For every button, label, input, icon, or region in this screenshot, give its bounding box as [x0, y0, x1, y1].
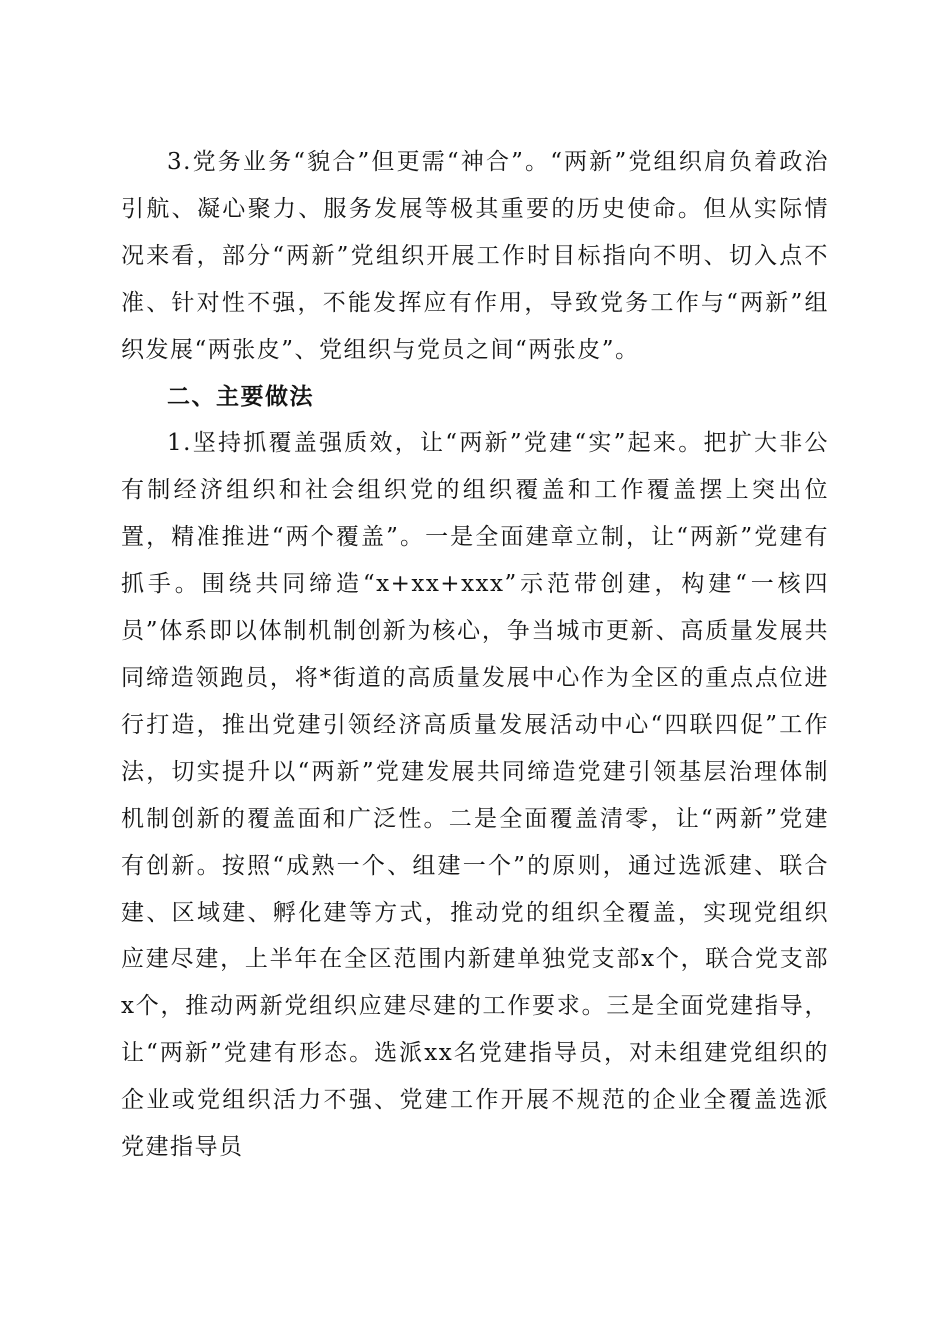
paragraph-1: 1.坚持抓覆盖强质效，让“两新”党建“实”起来。把扩大非公有制经济组织和社会组织党的组织覆盖和工作覆盖摆上突出位置，精准推进“两个覆盖”。一是全面建章立制，让“两新”党建有抓手。围绕共同缔造“x+xx+xxx”示范带创建，构建“一核四员”体系即以体制机制创新为核心，争当城市更新、高质量发展共同缔造领跑员，将*街道的高质量发展中心作为全区的重点点位进行打造，推出党建引领经济高质量发展活动中心“四联四促”工作法，切实提升以“两新”党建发展共同缔造党建引领基层治理体制机制创新的覆盖面和广泛性。二是全面覆盖清零，让“两新”党建有创新。按照“成熟一个、组建一个”的原则，通过选派建、联合建、区域建、孵化建等方式，推动党的组织全覆盖，实现党组织应建尽建，上半年在全区范围内新建单独党支部x个，联合党支部x个，推动两新党组织应建尽建的工作要求。三是全面党建指导，让“两新”党建有形态。选派xx名党建指导员，对未组建党组织的企业或党组织活力不强、党建工作开展不规范的企业全覆盖选派党建指导员 — [121, 430, 829, 1161]
paragraph-3: 3.党务业务“貌合”但更需“神合”。“两新”党组织肩负着政治引航、凝心聚力、服务发展等极其重要的历史使命。但从实际情况来看，部分“两新”党组织开展工作时目标指向不明、切入点不准、针对性不强，不能发挥应有作用，导致党务工作与“两新”组织发展“两张皮”、党组织与党员之间“两张皮”。 — [121, 149, 829, 363]
section-heading: 二、主要做法 — [167, 383, 314, 410]
document-body — [121, 139, 829, 1171]
